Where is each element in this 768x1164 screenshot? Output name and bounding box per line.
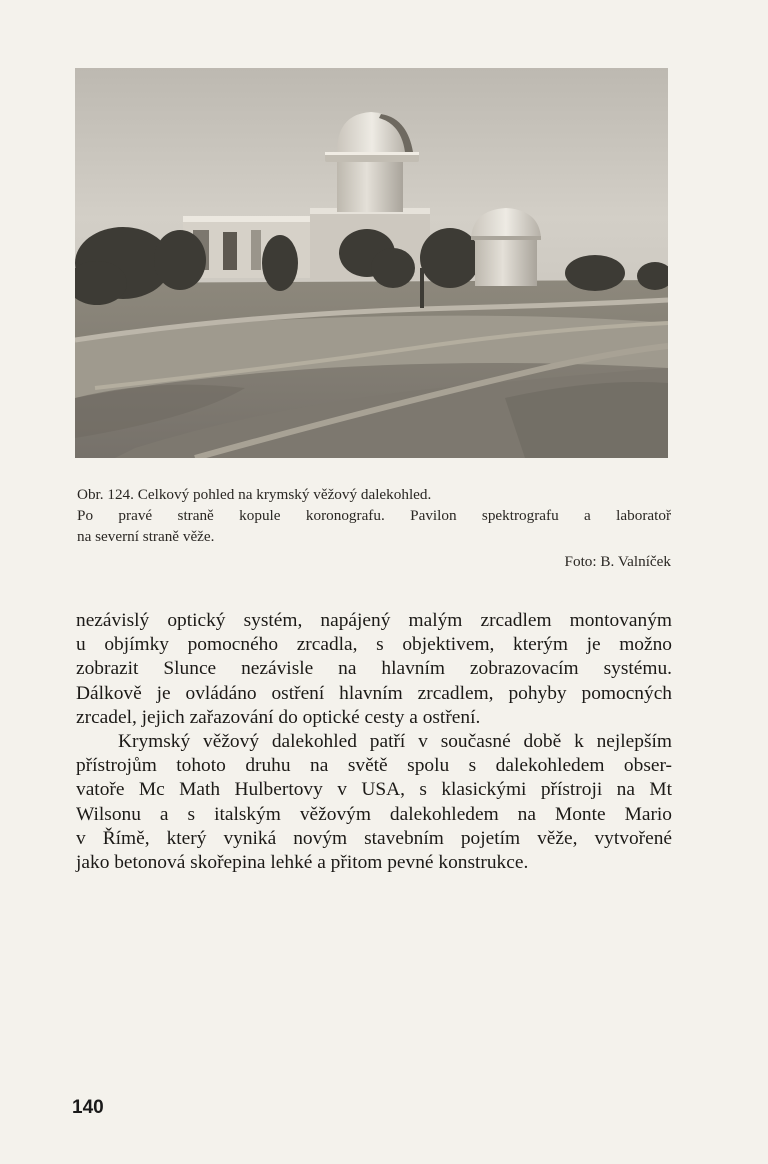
tower bbox=[337, 162, 403, 212]
text-line: zobrazit Slunce nezávisle na hlavním zobrazovacím systému. bbox=[76, 658, 672, 680]
tower-telescope-illustration bbox=[75, 68, 668, 458]
observatory-photo bbox=[75, 68, 668, 458]
caption-line: na severní straně věže. bbox=[77, 528, 215, 545]
coronograph bbox=[475, 236, 537, 286]
photo-credit: Foto: B. Valníček bbox=[564, 553, 671, 570]
text-line: přístrojům tohoto druhu na světě spolu s dalekohledem obser- bbox=[76, 755, 672, 777]
text-line: u objímky pomocného zrcadla, s objektivem, kterým je možno bbox=[76, 634, 672, 656]
text-line: jako betonová skořepina lehké a přitom pevné konstrukce. bbox=[76, 852, 529, 874]
text-line: zrcadel, jejich zařazování do optické cesty a ostření. bbox=[76, 706, 481, 728]
text-line: Dálkově je ovládáno ostření hlavním zrcadlem, pohyby pomocných bbox=[76, 682, 672, 704]
caption-line: Obr. 124. Celkový pohled na krymský věžový dalekohled. bbox=[77, 486, 432, 503]
text-line: nezávislý optický systém, napájený malým zrcadlem montovaným bbox=[76, 610, 672, 631]
text-line: v Římě, který vyniká novým stavebním pojetím věže, vytvořené bbox=[76, 827, 672, 849]
figure-caption bbox=[77, 484, 671, 547]
caption-line: Po pravé straně kopule koronografu. Pavilon spektrografu a laboratoř bbox=[77, 507, 671, 524]
text-line: Krymský věžový dalekohled patří v současné době k nejlepším bbox=[118, 731, 672, 753]
text-line: Wilsonu a s italským věžovým dalekohledem na Monte Mario bbox=[76, 803, 672, 825]
body-text bbox=[76, 609, 672, 875]
text-line: vatoře Mc Math Hulbertovy v USA, s klasickými přístroji na Mt bbox=[76, 779, 672, 801]
page-number: 140 bbox=[72, 1097, 104, 1118]
